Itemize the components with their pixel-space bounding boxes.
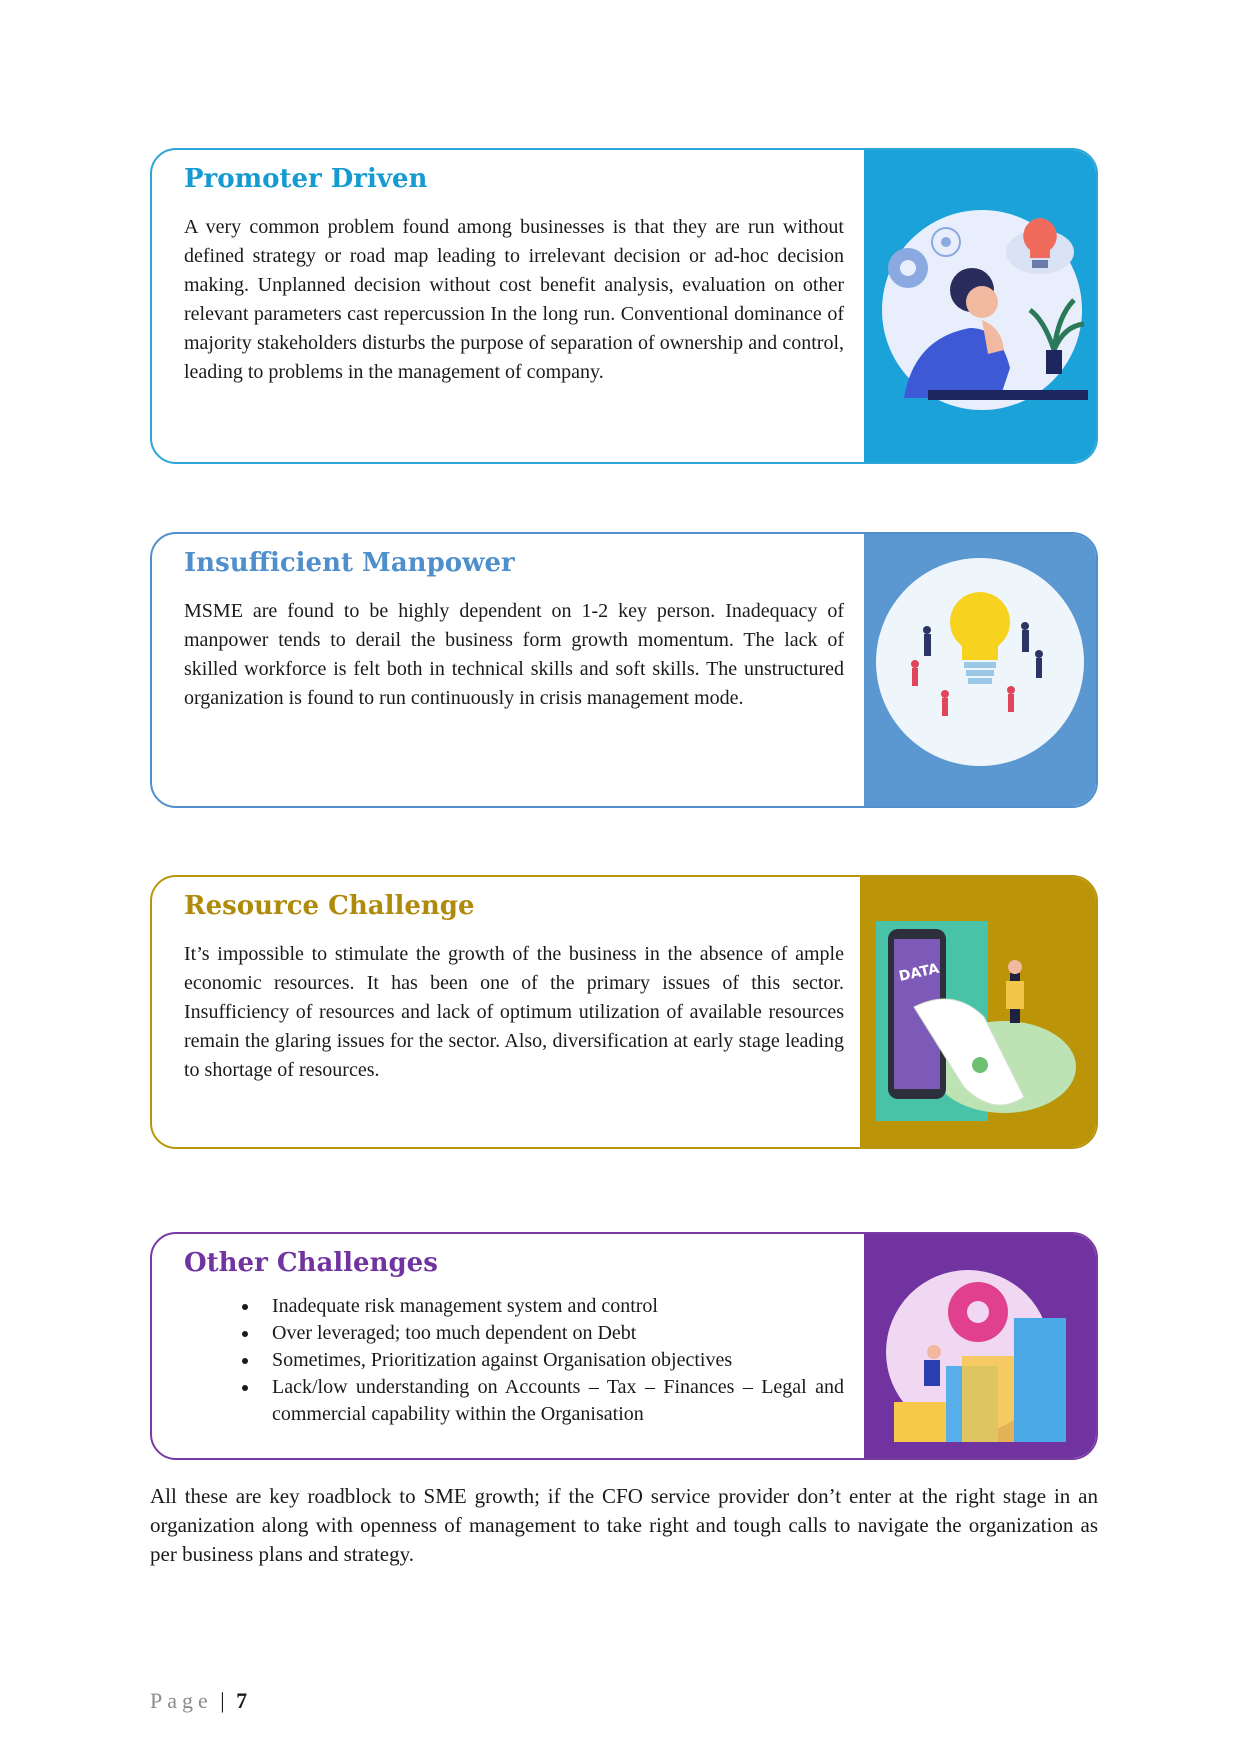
card-title: Insufficient Manpower	[184, 548, 515, 578]
card-illustration-panel	[864, 1234, 1096, 1458]
card-body: It’s impossible to stimulate the growth of the business in the absence of ample economic resources. It has been one of the primary issues of this sector. Insufficiency of resources and lack of optimum utilization of available resources remain the glaring issues for the sector. Also, diversification at early stage leading to shortage of resources.	[184, 943, 844, 1082]
insufficient-manpower-card	[150, 532, 1098, 808]
closing-paragraph: All these are key roadblock to SME growth; if the CFO service provider don’t enter at the right stage in an organization along with openness of management to take right and tough calls to navigate the organization as per business plans and strategy.	[150, 1484, 1098, 1566]
card-title: Promoter Driven	[184, 164, 428, 194]
list-item: • Sometimes, Prioritization against Organisation objectives	[260, 1347, 844, 1374]
card-body: A very common problem found among businesses is that they are run without defined strategy or road map leading to irrelevant decision or ad-hoc decision making. Unplanned decision without cost benefit analysis, evaluation on other relevant parameters cast repercussion In the long run. Conventional dominance of majority stakeholders disturbs the purpose of separation of ownership and control, leading to problems in the management of company.	[184, 216, 844, 384]
svg-text:DATA: DATA	[897, 960, 941, 985]
page-label: Page	[150, 1688, 213, 1713]
promoter-driven-card	[150, 148, 1098, 464]
list-item: • Over leveraged; too much dependent on Debt	[260, 1320, 844, 1347]
thinking-person-icon	[864, 150, 1096, 464]
other-challenges-card	[150, 1232, 1098, 1460]
card-body: MSME are found to be highly dependent on 1-2 key person. Inadequacy of manpower tends to derail the business form growth momentum. The lack of skilled workforce is felt both in technical skills and soft skills. The unstructured organization is found to run continuously in crisis management mode.	[184, 600, 844, 710]
page-footer	[150, 1688, 247, 1714]
list-item: • Lack/low understanding on Accounts – Tax – Finances – Legal and commercial capability within the Organisation	[260, 1374, 844, 1428]
page-separator: |	[220, 1688, 225, 1713]
card-text	[184, 164, 844, 387]
card-illustration-panel	[860, 877, 1096, 1147]
list-item: • Inadequate risk management system and control	[260, 1293, 844, 1320]
card-text	[184, 548, 844, 713]
card-illustration-panel	[864, 534, 1096, 806]
page-number: 7	[236, 1688, 248, 1713]
growth-bars-gear-icon	[864, 1234, 1096, 1460]
card-text	[184, 1248, 844, 1428]
card-title: Other Challenges	[184, 1248, 438, 1278]
card-text	[184, 891, 844, 1085]
card-illustration-panel	[864, 150, 1096, 462]
challenges-list	[184, 1293, 844, 1428]
data-tablet-icon	[860, 877, 1096, 1149]
lightbulb-team-icon	[864, 534, 1096, 808]
resource-challenge-card	[150, 875, 1098, 1149]
card-title: Resource Challenge	[184, 891, 475, 921]
